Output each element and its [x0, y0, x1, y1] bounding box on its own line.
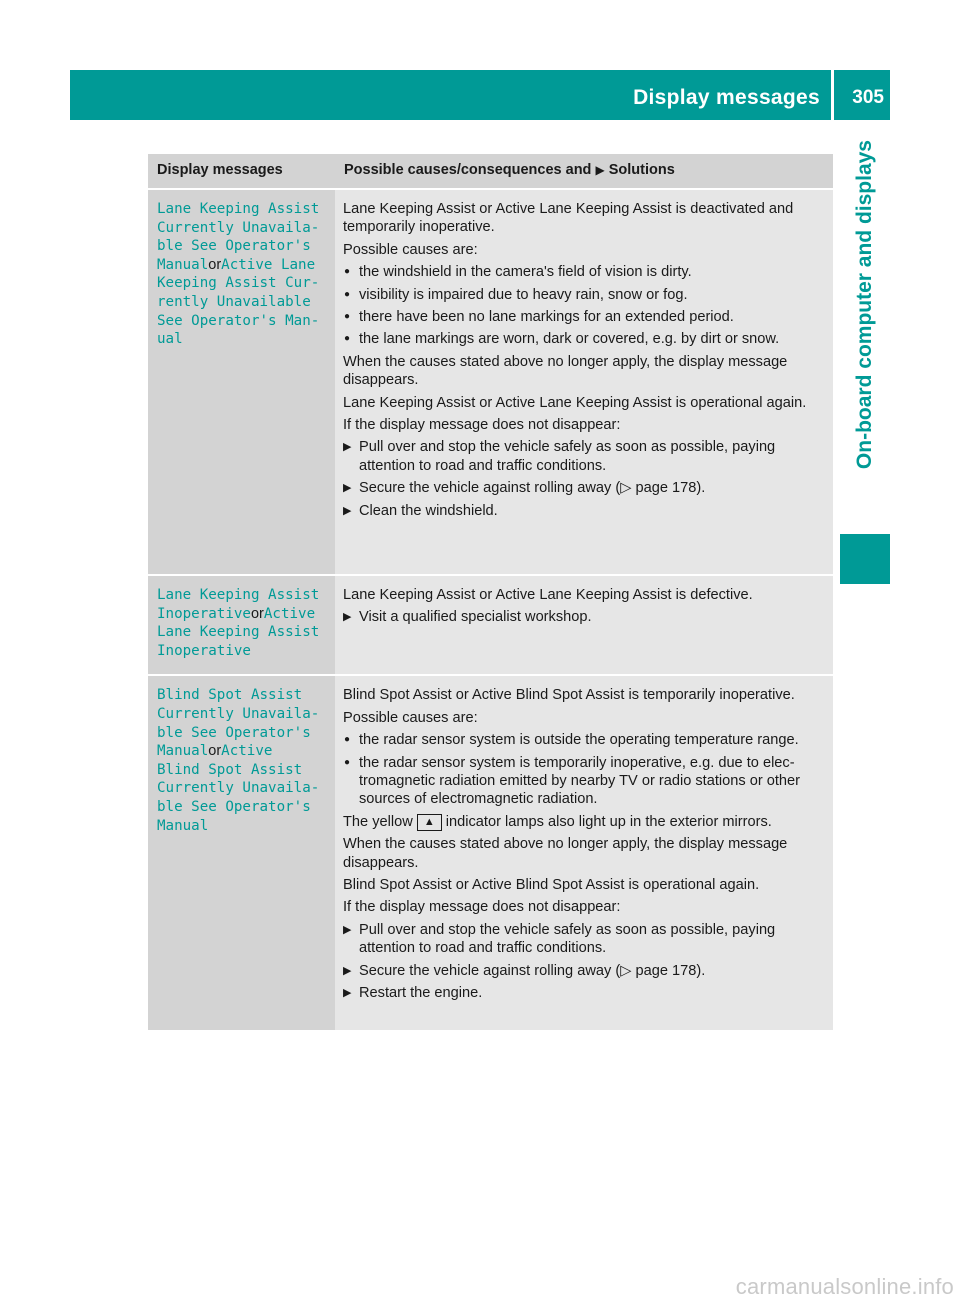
step-item: ▶ Pull over and stop the vehicle safely as soon as possible, paying attention to road and traffic conditions.	[343, 921, 827, 958]
display-messages-table	[148, 154, 833, 1030]
step-item: ▶ Visit a qualified specialist workshop.	[343, 608, 827, 626]
play-arrow-icon: ▶	[595, 163, 605, 177]
header-bar	[70, 70, 890, 120]
intro-text: Blind Spot Assist or Active Blind Spot Assist is temporarily inoperative.	[343, 687, 795, 704]
message-line: ual	[157, 331, 183, 348]
message-line: Lane Keeping Assist	[157, 201, 320, 217]
solutions-cell	[335, 675, 833, 1030]
page-title: Display messages	[633, 86, 820, 109]
message-line: Currently Unavaila‐	[157, 219, 320, 236]
message-line: Currently Unavaila‐	[157, 780, 320, 797]
cause-item: ● visibility is impaired due to heavy rain, snow or fog.	[343, 286, 827, 304]
step-item: ▶ Secure the vehicle against rolling away (▷ page 178).	[343, 479, 827, 497]
table-row	[148, 189, 833, 575]
intro-text: Lane Keeping Assist or Active Lane Keeping Assist is defective.	[343, 587, 753, 603]
display-message-cell	[148, 189, 335, 575]
message-line: ble See Operator's	[157, 724, 311, 741]
message-line: Lane Keeping Assist	[157, 587, 320, 603]
cause-item: ● the radar sensor system is temporarily inoperative, e.g. due to elec‐ tromagnetic radiation emitted by nearby TV or radio stations or other sources of electromagnetic radiation.	[343, 754, 827, 809]
message-line: Blind Spot Assist	[157, 761, 303, 778]
or-word: or	[208, 256, 222, 273]
display-message-cell	[148, 575, 335, 675]
info-text: If the display message does not disappear:	[343, 899, 621, 916]
message-line: ManualorActive Lane	[157, 256, 316, 273]
message-line: ble See Operator's	[157, 238, 311, 255]
causes-label: Possible causes are:	[343, 241, 478, 258]
message-line: ManualorActive	[157, 743, 273, 760]
table-header-row	[148, 154, 833, 189]
section-tab	[840, 140, 890, 540]
message-line: Manual	[157, 817, 209, 834]
column-header-display: Display messages	[148, 154, 335, 189]
triangle-right-icon: ▷	[620, 962, 632, 979]
info-text: Lane Keeping Assist or Active Lane Keeping Assist is operational again.	[343, 394, 807, 411]
message-line: ble See Operator's	[157, 798, 311, 815]
step-item: ▶ Secure the vehicle against rolling away (▷ page 178).	[343, 962, 827, 980]
info-text: The yellow ▲ indicator lamps also light up in the exterior mirrors.	[343, 813, 772, 830]
section-tab-label: On-board computer and displays	[853, 140, 876, 470]
watermark: carmanualsonline.info	[735, 1274, 954, 1299]
message-line: Keeping Assist Cur‐	[157, 275, 320, 292]
step-item: ▶ Restart the engine.	[343, 984, 827, 1002]
cause-item: ● the windshield in the camera's field of vision is dirty.	[343, 263, 827, 281]
message-line: InoperativeorActive	[157, 605, 316, 622]
causes-label: Possible causes are:	[343, 709, 478, 726]
message-line: Blind Spot Assist	[157, 687, 303, 704]
message-line: Inoperative	[157, 642, 251, 659]
display-message-cell	[148, 675, 335, 1030]
header-divider	[831, 70, 834, 120]
info-text: If the display message does not disappear:	[343, 417, 621, 434]
info-text: When the causes stated above no longer apply, the display message disappears.	[343, 836, 788, 871]
cause-item: ● the lane markings are worn, dark or covered, e.g. by dirt or snow.	[343, 330, 827, 348]
table-row	[148, 675, 833, 1030]
message-line: Currently Unavaila‐	[157, 705, 320, 722]
or-word: or	[208, 743, 222, 760]
info-text: Blind Spot Assist or Active Blind Spot Assist is operational again.	[343, 877, 760, 894]
page-reference-link[interactable]: page 178	[635, 480, 697, 497]
step-item: ▶ Pull over and stop the vehicle safely as soon as possible, paying attention to road and traffic conditions.	[343, 438, 827, 475]
or-word: or	[250, 605, 264, 622]
cause-item: ● there have been no lane markings for an extended period.	[343, 308, 827, 326]
message-line: rently Unavailable	[157, 293, 311, 310]
triangle-right-icon: ▷	[620, 480, 632, 497]
column-header-solutions: Possible causes/consequences and ▶ Solutions	[335, 154, 833, 189]
table-row	[148, 575, 833, 675]
page-reference-link[interactable]: page 178	[635, 962, 697, 979]
page-number: 305	[852, 87, 884, 108]
info-text: When the causes stated above no longer apply, the display message disappears.	[343, 353, 788, 389]
solutions-cell	[335, 575, 833, 675]
cause-item: ● the radar sensor system is outside the operating temperature range.	[343, 731, 827, 749]
solutions-cell	[335, 189, 833, 575]
message-line: See Operator's Man‐	[157, 312, 320, 329]
car-warning-icon: ▲	[417, 814, 442, 831]
step-item: ▶ Clean the windshield.	[343, 502, 827, 520]
section-marker	[840, 534, 890, 584]
message-line: Lane Keeping Assist	[157, 624, 320, 641]
intro-text: Lane Keeping Assist or Active Lane Keeping Assist is deactivated and temporarily inoperative.	[343, 201, 794, 236]
